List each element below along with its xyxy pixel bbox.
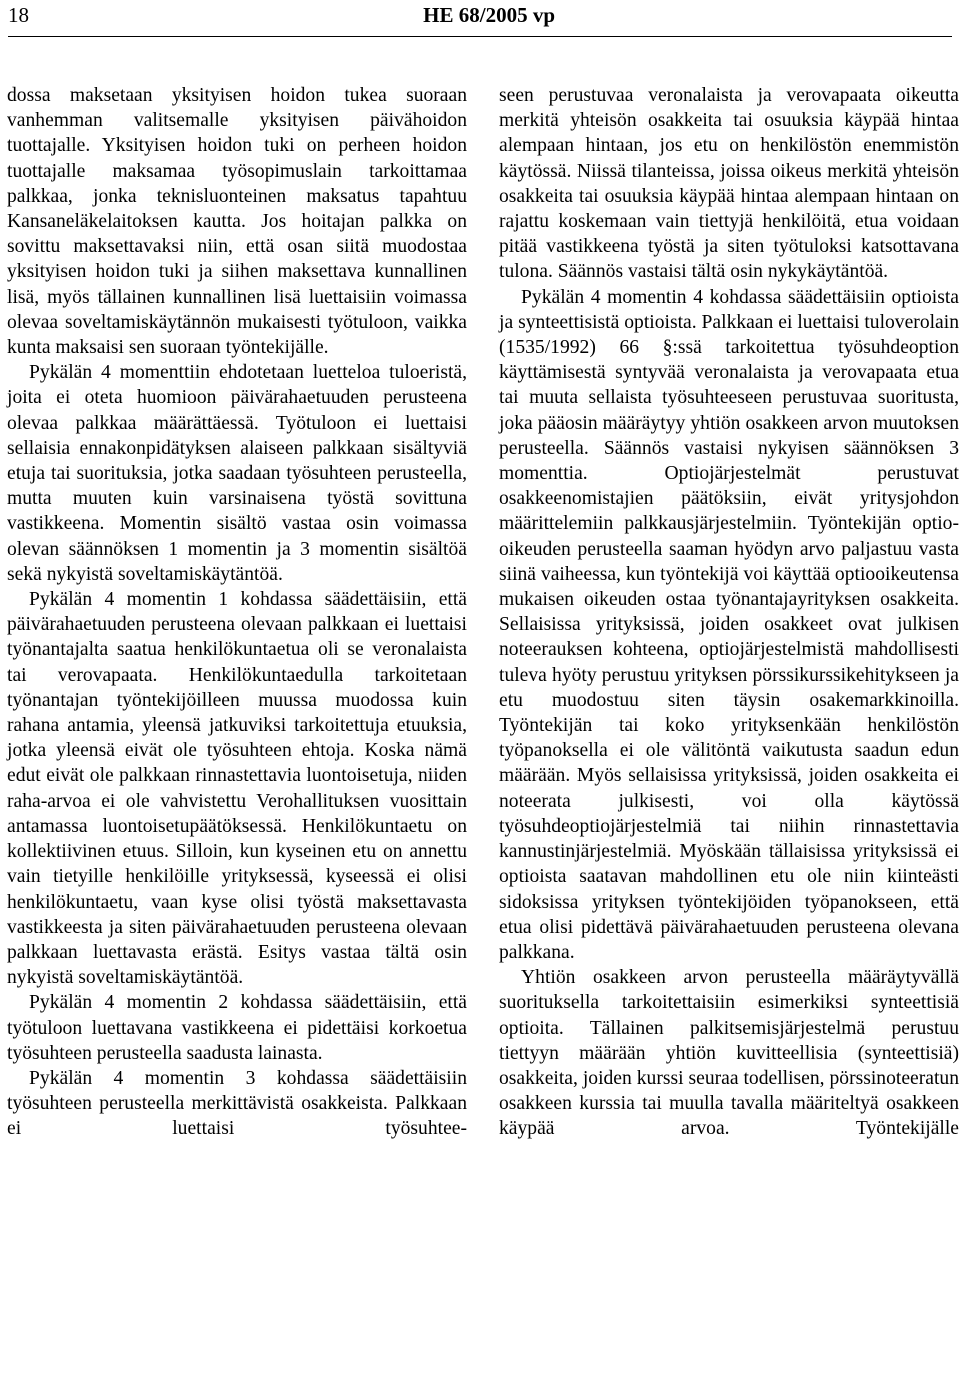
right-column	[499, 83, 959, 1142]
left-column	[7, 83, 467, 1142]
paragraph: dossa maksetaan yksityisen hoidon tukea suoraan vanhemman valitsemalle yksityisen päivähoidon tuottajalle. Yksityisen hoidon tuki on perheen hoidon tuottajalle maksamaa työsopimuslain tarkoittamaa palkkaa, jonka teknisluonteinen maksatus tapahtuu Kansaneläkelaitoksen kautta. Jos hoitajan palkka on sovittu maksettavaksi niin, että osan siitä muodostaa yksityisen hoidon tuki ja siihen maksettava kunnallinen lisä, myös tällainen kunnallinen lisä luettaisiin voimassa olevaa soveltamiskäytännön mukaisesti työtuloon, vaikka kunta maksaisi sen suoraan työntekijälle.	[7, 85, 467, 359]
paragraph: Pykälän 4 momentin 4 kohdassa säädettäisiin optioista ja synteettisistä optioista. Palkkaan ei luettaisi tuloverolain (1535/1992) 66 §:ssä tarkoitettua työsuhdeoption käyttämisestä syntyvää veronalaista ja verovapaata etua tai muuta sellaista työsuhteeseen perustuvaa suoritusta, joka pääosin määräytyy yhtiön osakkeen arvon muutoksen perusteella. Säännös vastaisi nykyisen säännöksen 3 momenttia. Optiojärjestelmät perustuvat osakkeenomistajien päätöksiin, eivät yritysjohdon määrittelemiin palkkausjärjestelmiin. Työntekijän optio-oikeuden perusteella saaman hyödyn arvo paljastuu vasta siinä vaiheessa, kun työntekijä voi käyttää optiooikeutensa mukaisen oikeuden ostaa työnantajayrityksen osakkeita. Sellaisissa yrityksissä, joiden osakkeet ovat julkisen noteerauksen kohteena, optiojärjestelmistä mahdollisesti tuleva hyöty perustuu yrityksen pörssikurssikehitykseen ja etu muodostuu siten täysin osakemarkkinoilla. Työntekijän tai koko yrityksenkään henkilöstön työpanoksella ei ole välitöntä vaikutusta saadun edun määrään. Myös sellaisissa yrityksissä, joiden osakkeita ei noteerata julkisesti, voi olla käytössä työsuhdeoptiojärjestelmiä tai niihin rinnastettavia kannustinjärjestelmiä. Myöskään tällaisissa yrityksissä ei optioista saatavan mahdollinen etu ole niin kiinteästi sidoksissa yrityksen työntekijöiden työpanokseen, että etua olisi pidettävä päivärahaetuuden perusteena olevana palkkana.	[499, 286, 959, 963]
paragraph: Pykälän 4 momentin 3 kohdassa säädettäisiin työsuhteen perusteella merkittävistä osakkeista. Palkkaan ei luettaisi työsuhtee-	[7, 1067, 467, 1140]
paragraph: Pykälän 4 momenttiin ehdotetaan luetteloa tuloeristä, joita ei oteta huomioon päivärahaetuuden perusteena olevaa palkkaa määrättäessä. Työtuloon ei luettaisi sellaisia ennakonpidätyksen alaiseen palkkaan sisältyviä etuja tai suorituksia, jotka saadaan työsuhteen perusteella, mutta muuten kuin varsinaisena työstä sovittuna vastikkeena. Momentin sisältö vastaa osin voimassa olevan säännöksen 1 momentin ja 3 momentin sisältöä sekä nykyistä soveltamiskäytäntöä.	[7, 362, 467, 585]
paragraph: Pykälän 4 momentin 1 kohdassa säädettäisiin, että päivärahaetuuden perusteena olevaan palkkaan ei luettaisi työnantajalta saatua henkilökuntaetua oli se veronalaista tai verovapaata. Henkilökuntaedulla tarkoitetaan työnantajan työntekijöilleen muussa muodossa kuin rahana antamia, yleensä jatkuviksi tarkoitettuja etuuksia, jotka yleensä eivät ole työsuhteen ehtoja. Koska nämä edut eivät ole palkkaan rinnastettavia luontoisetuja, niiden raha-arvoa ei ole vahvistettu Verohallituksen vuosittain antamassa luontoisetupäätöksessä. Henkilökuntaetu on kollektiivinen etuus. Silloin, kun kyseinen etu on annettu vain tietyille henkilöille yrityksessä, kyseessä ei olisi henkilökuntaetu, vaan kyse olisi työstä maksettavasta vastikkeesta ja siten päivärahaetuuden perusteena olevaan palkkaan luettavasta erästä. Esitys vastaa tältä osin nykyistä soveltamiskäytäntöä.	[7, 589, 467, 989]
page-header	[0, 0, 960, 36]
document-id: HE 68/2005 vp	[423, 3, 555, 27]
paragraph: seen perustuvaa veronalaista ja verovapaata oikeutta merkitä yhteisön osakkeita tai osuuksia käypää hintaa alempaan hintaan, jos etu on henkilöstön enemmistön käytössä. Niissä tilanteissa, joissa oikeus merkitä yhteisön osakkeita tai osuuksia käypää hintaa alempaan hintaan on rajattu koskemaan vain tiettyjä henkilöitä, etua voidaan pitää vastikkeena työstä ja siten työtuloksi katsottavana tulona. Säännös vastaisi tältä osin nykykäytäntöä.	[499, 85, 959, 283]
header-rule	[8, 36, 952, 37]
page-number: 18	[8, 3, 29, 27]
paragraph: Yhtiön osakkeen arvon perusteella määräytyvällä suorituksella tarkoitettaisiin esimerkiksi synteettisiä optioita. Tällainen palkitsemisjärjestelmä perustuu tiettyyn määrään yhtiön kuvitteellisia (synteettisiä) osakkeita, joiden kurssi seuraa todellisen, pörssinoteeratun osakkeen kurssia tai muulla tavalla määriteltyä osakkeen käypää arvoa. Työntekijälle	[499, 967, 959, 1140]
paragraph: Pykälän 4 momentin 2 kohdassa säädettäisiin, että työtuloon luettavana vastikkeena ei pidettäisi korkoetua työsuhteen perusteella saadusta lainasta.	[7, 992, 467, 1064]
